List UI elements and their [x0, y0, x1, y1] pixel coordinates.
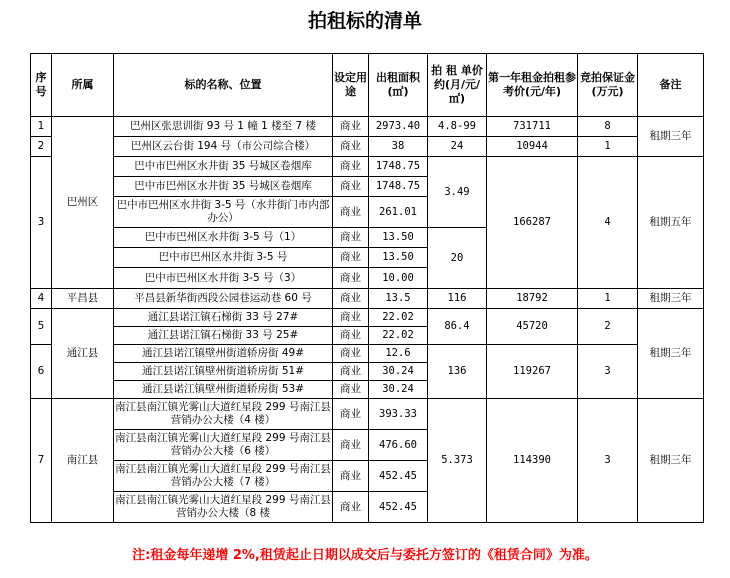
page-title: 拍租标的清单	[307, 10, 422, 32]
name-cell: 巴中市巴州区水井街 35 号城区卷烟库	[114, 157, 333, 177]
use-cell: 商业	[333, 363, 369, 381]
name-cell: 巴中市巴州区水井街 35 号城区卷烟库	[114, 177, 333, 197]
remark-cell: 租期三年	[638, 289, 704, 309]
area-cell: 10.00	[369, 268, 428, 289]
header-price: 拍 租 单价约(月/元/㎡)	[428, 54, 487, 117]
area-cell: 1748.75	[369, 177, 428, 197]
table-row	[31, 157, 704, 177]
use-cell: 商业	[333, 492, 369, 523]
deposit-cell: 8	[578, 117, 638, 137]
remark-cell: 租期三年	[638, 117, 704, 157]
deposit-cell: 1	[578, 289, 638, 309]
price-cell: 136	[428, 345, 487, 399]
price-cell: 5.373	[428, 399, 487, 523]
header-rent: 第一年租金拍租参考价(元/年)	[487, 54, 578, 117]
owner-cell: 平昌县	[52, 289, 114, 309]
use-cell: 商业	[333, 268, 369, 289]
name-cell: 南江县南江镇光雾山大道红星段 299 号南江县营销办公大楼（8 楼	[114, 492, 333, 523]
area-cell: 476.60	[369, 430, 428, 461]
seq-cell: 5	[31, 309, 52, 345]
seq-cell: 4	[31, 289, 52, 309]
use-cell: 商业	[333, 289, 369, 309]
use-cell: 商业	[333, 117, 369, 137]
area-cell: 22.02	[369, 327, 428, 345]
header-name: 标的名称、位置	[114, 54, 333, 117]
rent-cell: 731711	[487, 117, 578, 137]
header-remark: 备注	[638, 54, 704, 117]
seq-cell: 6	[31, 345, 52, 399]
deposit-cell: 1	[578, 137, 638, 157]
price-cell: 116	[428, 289, 487, 309]
owner-cell: 南江县	[52, 399, 114, 523]
use-cell: 商业	[333, 197, 369, 228]
rent-cell: 166287	[487, 157, 578, 289]
name-cell: 南江县南江镇光雾山大道红星段 299 号南江县营销办公大楼（6 楼）	[114, 430, 333, 461]
use-cell: 商业	[333, 157, 369, 177]
area-cell: 1748.75	[369, 157, 428, 177]
name-cell: 巴中市巴州区水井街 3-5 号（水井街门市内部办公）	[114, 197, 333, 228]
area-cell: 452.45	[369, 461, 428, 492]
header-seq: 序号	[31, 54, 52, 117]
table-row	[31, 309, 704, 327]
lease-listing-table	[30, 53, 704, 523]
area-cell: 22.02	[369, 309, 428, 327]
name-cell: 通江县诺江镇石梯街 33 号 25#	[114, 327, 333, 345]
deposit-cell: 4	[578, 157, 638, 289]
table-row	[31, 345, 704, 363]
name-cell: 通江县诺江镇壁州街道轿房街 53#	[114, 381, 333, 399]
deposit-cell: 3	[578, 399, 638, 523]
area-cell: 30.24	[369, 381, 428, 399]
owner-cell: 巴州区	[52, 117, 114, 289]
area-cell: 2973.40	[369, 117, 428, 137]
rent-cell: 114390	[487, 399, 578, 523]
use-cell: 商业	[333, 137, 369, 157]
price-cell: 3.49	[428, 157, 487, 228]
owner-cell: 通江县	[52, 309, 114, 399]
use-cell: 商业	[333, 248, 369, 268]
use-cell: 商业	[333, 399, 369, 430]
name-cell: 通江县诺江镇壁州街道轿房街 49#	[114, 345, 333, 363]
area-cell: 261.01	[369, 197, 428, 228]
header-owner: 所属	[52, 54, 114, 117]
table-row	[31, 399, 704, 430]
rent-cell: 119267	[487, 345, 578, 399]
header-use: 设定用途	[333, 54, 369, 117]
area-cell: 13.50	[369, 228, 428, 248]
name-cell: 巴中市巴州区水井街 3-5 号	[114, 248, 333, 268]
name-cell: 巴州区云台街 194 号（市公司综合楼）	[114, 137, 333, 157]
area-cell: 12.6	[369, 345, 428, 363]
remark-cell: 租期三年	[638, 309, 704, 399]
use-cell: 商业	[333, 345, 369, 363]
table-row	[31, 117, 704, 137]
use-cell: 商业	[333, 327, 369, 345]
seq-cell: 7	[31, 399, 52, 523]
price-cell: 86.4	[428, 309, 487, 345]
footnote: 注:租金每年递增 2%,租赁起止日期以成交后与委托方签订的《租赁合同》为准。	[132, 548, 598, 563]
area-cell: 393.33	[369, 399, 428, 430]
area-cell: 13.5	[369, 289, 428, 309]
rent-cell: 10944	[487, 137, 578, 157]
seq-cell: 3	[31, 157, 52, 289]
table-row	[31, 289, 704, 309]
name-cell: 巴中市巴州区水井街 3-5 号（1）	[114, 228, 333, 248]
use-cell: 商业	[333, 309, 369, 327]
remark-cell: 租期三年	[638, 399, 704, 523]
header-area: 出租面积(㎡)	[369, 54, 428, 117]
name-cell: 通江县诺江镇壁州街道轿房街 51#	[114, 363, 333, 381]
name-cell: 巴州区张思训街 93 号 1 幢 1 楼至 7 楼	[114, 117, 333, 137]
seq-cell: 1	[31, 117, 52, 137]
use-cell: 商业	[333, 430, 369, 461]
table-row	[31, 137, 704, 157]
name-cell: 平昌县新华街西段公园巷运动巷 60 号	[114, 289, 333, 309]
header-deposit: 竞拍保证金(万元)	[578, 54, 638, 117]
remark-cell: 租期五年	[638, 157, 704, 289]
name-cell: 南江县南江镇光雾山大道红星段 299 号南江县营销办公大楼（7 楼）	[114, 461, 333, 492]
price-cell: 20	[428, 228, 487, 289]
name-cell: 巴中市巴州区水井街 3-5 号（3）	[114, 268, 333, 289]
deposit-cell: 3	[578, 345, 638, 399]
use-cell: 商业	[333, 461, 369, 492]
name-cell: 通江县诺江镇石梯街 33 号 27#	[114, 309, 333, 327]
price-cell: 24	[428, 137, 487, 157]
area-cell: 38	[369, 137, 428, 157]
area-cell: 452.45	[369, 492, 428, 523]
rent-cell: 45720	[487, 309, 578, 345]
area-cell: 30.24	[369, 363, 428, 381]
seq-cell: 2	[31, 137, 52, 157]
header-row	[31, 54, 704, 117]
deposit-cell: 2	[578, 309, 638, 345]
rent-cell: 18792	[487, 289, 578, 309]
use-cell: 商业	[333, 177, 369, 197]
name-cell: 南江县南江镇光雾山大道红星段 299 号南江县营销办公大楼（4 楼）	[114, 399, 333, 430]
use-cell: 商业	[333, 228, 369, 248]
price-cell: 4.8-99	[428, 117, 487, 137]
use-cell: 商业	[333, 381, 369, 399]
area-cell: 13.50	[369, 248, 428, 268]
